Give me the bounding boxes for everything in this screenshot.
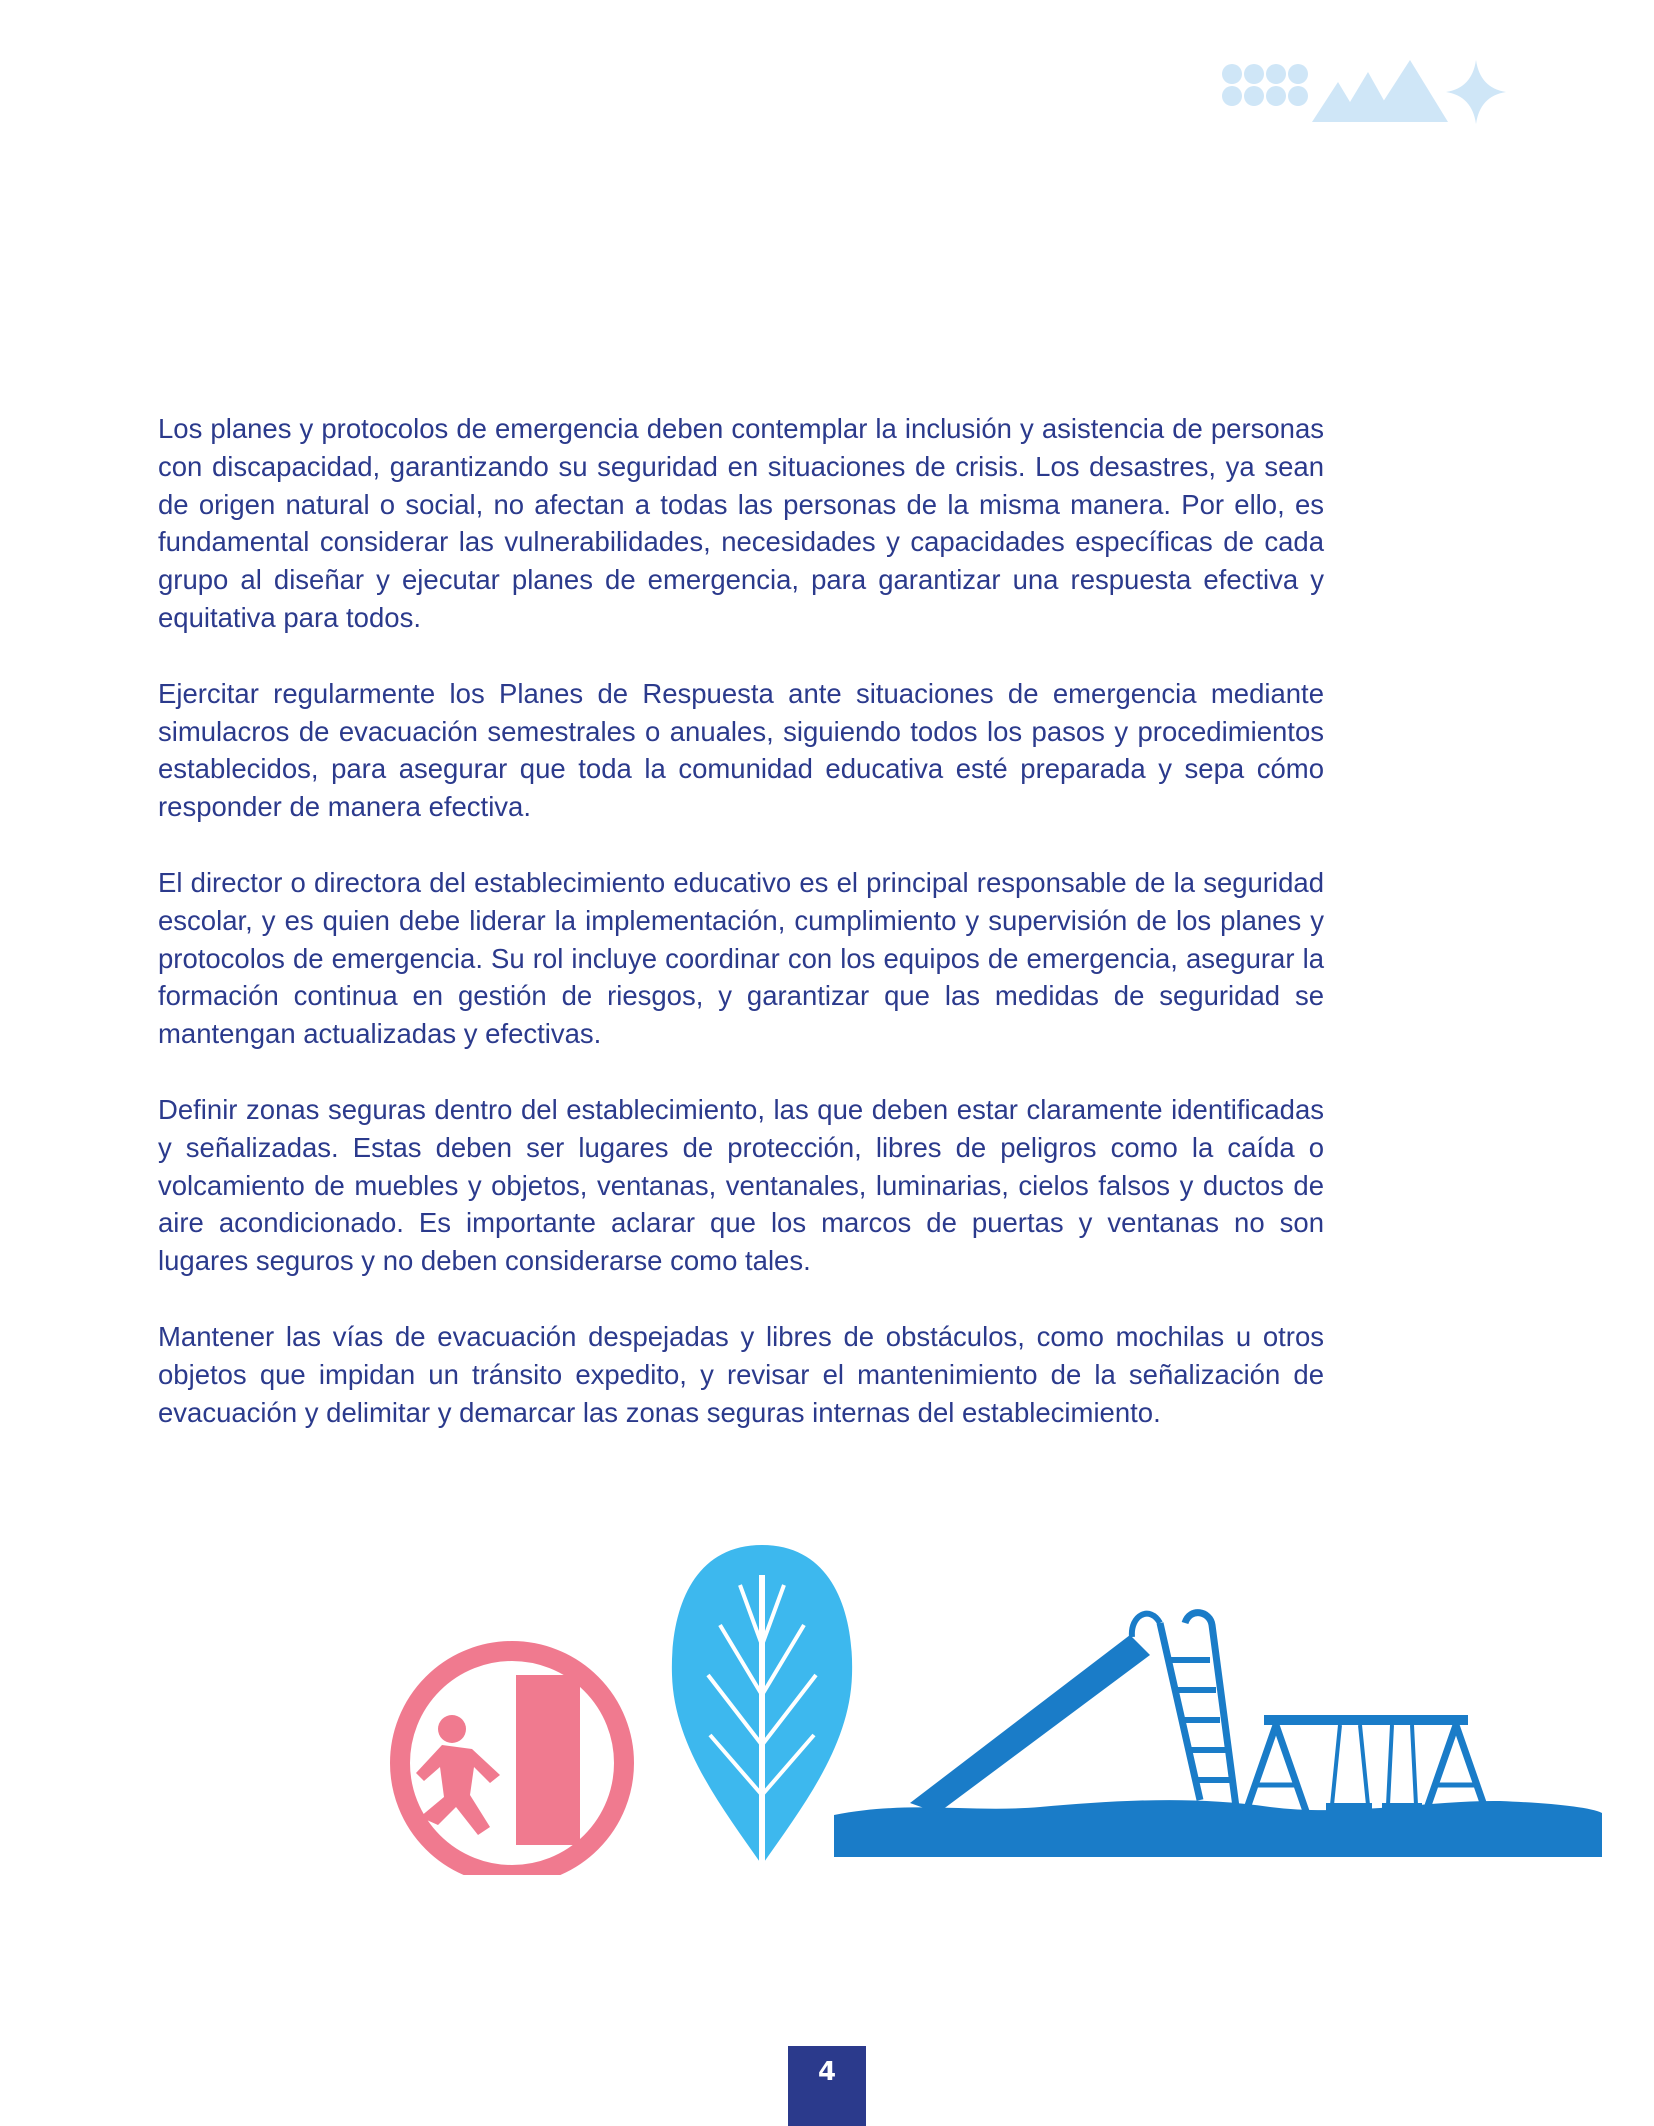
emergency-exit-icon [400,1651,624,1875]
paragraph-director: El director o directora del establecimiento educativo es el principal responsable de la seguridad escolar, y es quien debe liderar la implementación, cumplimiento y supervisión de los planes y protocolos de emergencia. Su rol incluye coordinar con los equipos de emergencia, asegurar la formación continua en gestión de riesgos, y garantizar que las medidas de seguridad se mantengan actualizadas y efectivas. [158,866,1324,1050]
page-number: 4 [788,2046,866,2126]
illustration [390,1545,1610,1875]
paragraph-evacuation-routes: Mantener las vías de evacuación despejadas y libres de obstáculos, como mochilas u otros objetos que impidan un tránsito expedito, y revisar el mantenimiento de la señalización de evacuación y delimitar y demarcar las zonas seguras internas del establecimiento. [158,1320,1324,1428]
swing-set-icon [1244,1715,1488,1817]
header-decoration [1220,58,1510,128]
paragraph-safe-zones: Definir zonas seguras dentro del establecimiento, las que deben estar claramente identificadas y señalizadas. Estas deben ser lugares de protección, libres de peligros como la caída o volcamiento de muebles y objetos, ventanas, ventanales, luminarias, cielos falsos y ductos de aire acondicionado. Es importante aclarar que los marcos de puertas y ventanas no son lugares seguros y no deben considerarse como tales. [158,1093,1324,1277]
tree-leaf-icon [672,1545,852,1875]
dots-pattern-icon [1222,64,1308,106]
body-text [158,410,1324,1469]
mountains-icon [1312,60,1448,122]
paragraph-inclusion: Los planes y protocolos de emergencia deben contemplar la inclusión y asistencia de personas con discapacidad, garantizando su seguridad en situaciones de crisis. Los desastres, ya sean de origen natural o social, no afectan a todas las personas de la misma manera. Por ello, es fundamental considerar las vulnerabilidades, necesidades y capacidades específicas de cada grupo al diseñar y ejecutar planes de emergencia, para garantizar una respuesta efectiva y equitativa para todos. [158,413,1324,633]
sparkle-icon [1446,60,1506,124]
paragraph-drills: Ejercitar regularmente los Planes de Respuesta ante situaciones de emergencia mediante simulacros de evacuación semestrales o anuales, siguiendo todos los pasos y procedimientos establecidos, para asegurar que toda la comunidad educativa esté preparada y sepa cómo responder de manera efectiva. [158,677,1324,823]
playground-slide-icon [910,1613,1236,1813]
